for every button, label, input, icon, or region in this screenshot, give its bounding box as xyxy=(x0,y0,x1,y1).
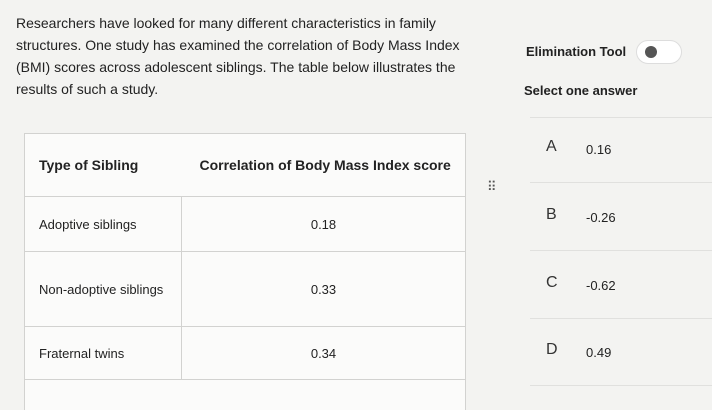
choice-letter: B xyxy=(546,206,557,223)
data-table xyxy=(24,133,466,410)
divider xyxy=(530,250,712,251)
choice-value: -0.26 xyxy=(586,210,616,225)
choice-letter: C xyxy=(546,274,558,291)
table-cell: 0.34 xyxy=(182,327,466,380)
choice-value: -0.62 xyxy=(586,278,616,293)
table-row xyxy=(25,252,465,327)
elimination-tool-label: Elimination Tool xyxy=(526,44,627,59)
choice-letter: A xyxy=(546,138,557,155)
choice-value: 0.49 xyxy=(586,345,612,360)
answer-choice-b[interactable] xyxy=(524,202,712,250)
table-header-correlation: Correlation of Body Mass Index score xyxy=(199,157,451,173)
table-cell: Fraternal twins xyxy=(25,327,182,380)
table-cell: 0.18 xyxy=(182,197,466,252)
choice-letter: D xyxy=(546,341,558,358)
table-cell: Non-adoptive siblings xyxy=(25,252,182,327)
divider xyxy=(530,182,712,183)
divider xyxy=(530,117,712,118)
instruction-label: Select one answer xyxy=(524,83,638,98)
table-cell: Adoptive siblings xyxy=(25,197,182,252)
drag-handle-icon[interactable]: ⠿ xyxy=(487,179,496,194)
table-header-sibling-type: Type of Sibling xyxy=(39,157,139,173)
table-cell: 0.33 xyxy=(182,252,466,327)
answer-choice-d[interactable] xyxy=(524,337,712,385)
elimination-tool-toggle[interactable] xyxy=(636,40,682,64)
table-row xyxy=(25,327,465,380)
table-row xyxy=(25,197,465,252)
divider xyxy=(530,385,712,386)
answer-choice-a[interactable] xyxy=(524,134,712,182)
choice-value: 0.16 xyxy=(586,142,612,157)
toggle-knob xyxy=(645,46,657,58)
question-passage: Researchers have looked for many different characteristics in family structures. One study has examined the correlation of Body Mass Index (BMI) scores across adolescent siblings. The table below illustrates the results of such a study. xyxy=(16,15,460,97)
divider xyxy=(530,318,712,319)
answer-choice-c[interactable] xyxy=(524,270,712,318)
